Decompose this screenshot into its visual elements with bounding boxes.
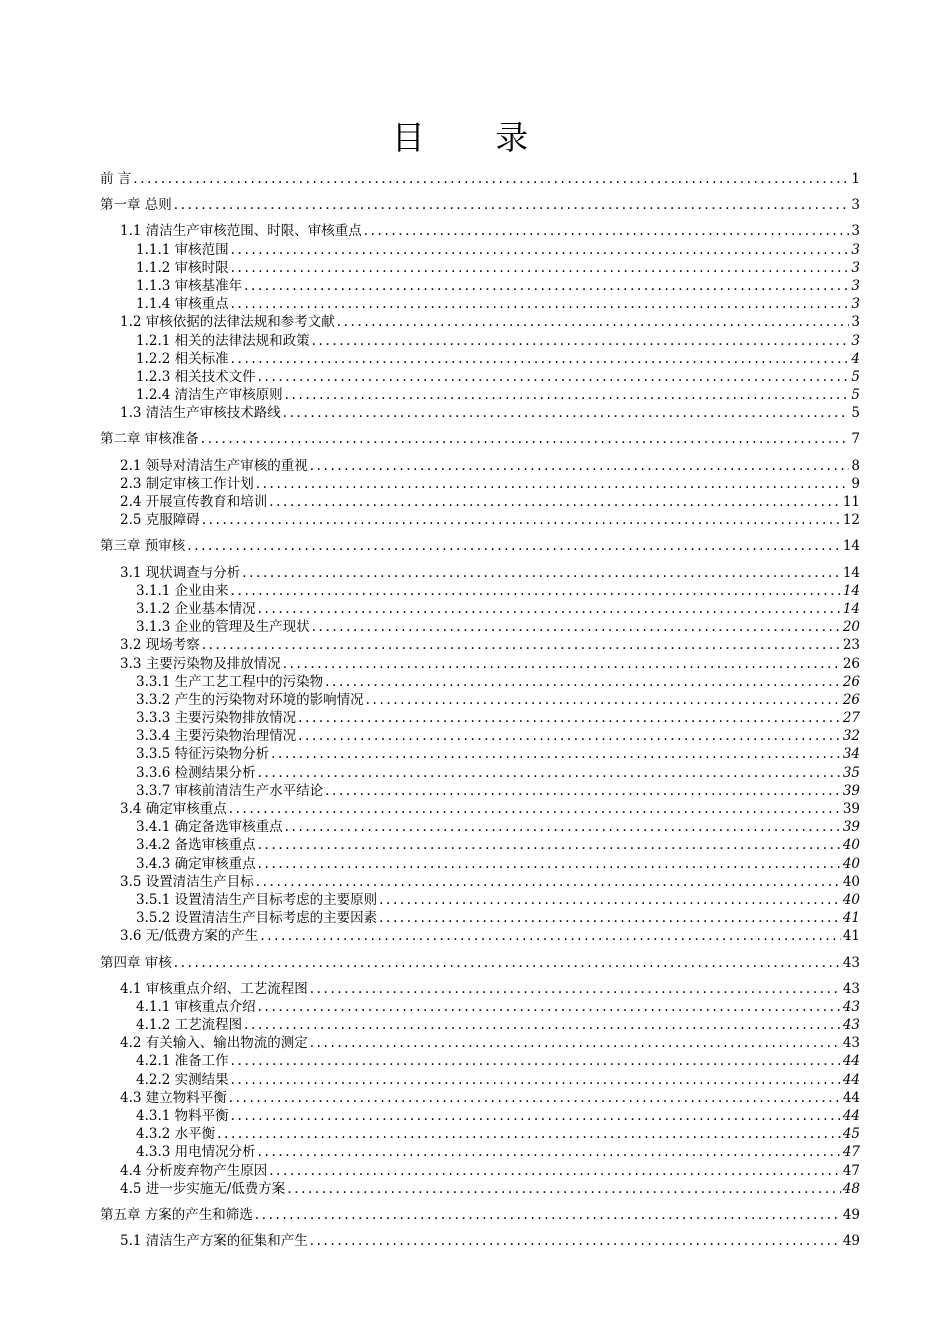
toc-entry[interactable] xyxy=(100,782,860,800)
toc-entry-page: 26 xyxy=(842,655,860,672)
toc-entry-title: 3.3.4 主要污染物治理情况 xyxy=(136,728,297,745)
toc-entry-title: 3.6 无/低费方案的产生 xyxy=(120,928,259,945)
toc-entry-page: 3 xyxy=(851,241,860,258)
toc-entry-title: 4.2.2 实测结果 xyxy=(136,1071,229,1088)
toc-entry[interactable] xyxy=(100,277,860,295)
dot-leader xyxy=(256,475,850,493)
toc-entry-page: 14 xyxy=(842,600,860,617)
toc-entry[interactable] xyxy=(100,709,860,727)
toc-entry[interactable] xyxy=(100,764,860,782)
toc-entry[interactable] xyxy=(100,727,860,745)
toc-entry[interactable] xyxy=(100,386,860,404)
toc-entry-page: 47 xyxy=(842,1162,860,1179)
dot-leader xyxy=(258,998,841,1016)
dot-leader xyxy=(174,196,850,214)
toc-entry-title: 3.4.3 确定审核重点 xyxy=(136,855,256,872)
dot-leader xyxy=(283,655,841,673)
toc-entry[interactable] xyxy=(100,511,860,529)
toc-entry-title: 3.3.2 产生的污染物对环境的影响情况 xyxy=(136,691,364,708)
toc-entry[interactable] xyxy=(100,368,860,386)
toc-entry[interactable] xyxy=(100,998,860,1016)
toc-entry-page: 44 xyxy=(842,1108,860,1124)
dot-leader xyxy=(312,332,850,350)
toc-entry-title: 3.5.2 设置清洁生产目标考虑的主要因素 xyxy=(136,910,378,927)
toc-entry-title: 4.3.1 物料平衡 xyxy=(136,1108,229,1124)
dot-leader xyxy=(325,673,841,691)
toc-entry-page: 43 xyxy=(842,998,860,1015)
dot-leader xyxy=(256,873,841,891)
toc-entry-page: 5 xyxy=(851,368,860,385)
toc-entry-page: 49 xyxy=(842,1206,860,1223)
dot-leader xyxy=(260,927,841,945)
toc-entry[interactable] xyxy=(100,1089,860,1107)
toc-entry-page: 3 xyxy=(851,197,860,214)
toc-entry-page: 39 xyxy=(842,801,860,817)
toc-entry[interactable] xyxy=(100,891,860,909)
toc-entry-page: 12 xyxy=(842,512,860,529)
dot-leader xyxy=(312,618,841,636)
dot-leader xyxy=(258,836,841,854)
toc-entry-title: 前 言 xyxy=(100,171,132,187)
toc-entry-page: 14 xyxy=(842,582,860,599)
dot-leader xyxy=(379,891,841,909)
toc-entry-title: 3.3.1 生产工艺工程中的污染物 xyxy=(136,673,324,690)
dot-leader xyxy=(187,537,841,555)
toc-entry[interactable] xyxy=(100,404,860,422)
dot-leader xyxy=(285,386,850,404)
toc-entry-page: 26 xyxy=(842,673,860,690)
dot-leader xyxy=(231,1071,841,1089)
toc-entry[interactable] xyxy=(100,1143,860,1161)
dot-leader xyxy=(258,368,850,386)
dot-leader xyxy=(231,241,850,259)
toc-entry-page: 3 xyxy=(851,259,860,276)
toc-entry-page: 44 xyxy=(842,1071,860,1088)
toc-entry-page: 14 xyxy=(842,564,860,581)
dot-leader xyxy=(231,350,850,368)
toc-entry-page: 43 xyxy=(842,980,860,997)
toc-entry-page: 39 xyxy=(842,819,860,836)
dot-leader xyxy=(174,954,841,972)
toc-entry-title: 4.3.3 用电情况分析 xyxy=(136,1144,256,1161)
toc-entry-page: 43 xyxy=(842,1035,860,1052)
toc-entry[interactable] xyxy=(100,475,860,493)
toc-entry-page: 3 xyxy=(851,314,860,331)
dot-leader xyxy=(271,745,841,763)
toc-entry-title: 3.3.7 审核前清洁生产水平结论 xyxy=(136,782,324,799)
toc-entry-page: 7 xyxy=(851,431,860,448)
toc-entry[interactable] xyxy=(100,855,860,873)
dot-leader xyxy=(325,782,841,800)
toc-entry[interactable] xyxy=(100,800,860,818)
toc-entry-title: 1.2.4 清洁生产审核原则 xyxy=(136,387,283,404)
toc-entry-title: 1.2.1 相关的法律法规和政策 xyxy=(136,332,310,349)
toc-entry-title: 3.4.2 备选审核重点 xyxy=(136,837,256,854)
toc-entry-page: 45 xyxy=(842,1126,860,1143)
dot-leader xyxy=(133,170,849,188)
dot-leader xyxy=(231,1052,841,1070)
toc-entry[interactable] xyxy=(100,295,860,313)
toc-entry[interactable] xyxy=(100,493,860,511)
toc-entry[interactable] xyxy=(100,980,860,998)
toc-entry-title: 2.5 克服障碍 xyxy=(120,512,200,529)
toc-entry-title: 3.3 主要污染物及排放情况 xyxy=(120,655,281,672)
toc-entry-page: 3 xyxy=(851,332,860,349)
dot-leader xyxy=(310,980,841,998)
toc-entry[interactable] xyxy=(100,618,860,636)
toc-entry[interactable] xyxy=(100,1016,860,1034)
toc-entry-title: 3.4.1 确定备选审核重点 xyxy=(136,819,283,836)
toc-entry-page: 40 xyxy=(842,873,860,890)
toc-entry-title: 3.3.3 主要污染物排放情况 xyxy=(136,710,297,727)
dot-leader xyxy=(229,1089,841,1107)
dot-leader xyxy=(285,818,841,836)
toc-entry[interactable] xyxy=(100,582,860,600)
toc-entry-page: 4 xyxy=(851,350,860,367)
toc-entry[interactable] xyxy=(100,564,860,582)
toc-entry-page: 5 xyxy=(851,387,860,404)
toc-entry-title: 4.3.2 水平衡 xyxy=(136,1126,216,1143)
dot-leader xyxy=(287,1180,841,1198)
toc-entry-page: 3 xyxy=(851,277,860,294)
toc-entry-page: 27 xyxy=(842,710,860,727)
toc-entry-title: 2.1 领导对清洁生产审核的重视 xyxy=(120,457,308,474)
toc-entry-title: 3.3.6 检测结果分析 xyxy=(136,764,256,781)
toc-entry-title: 1.2 审核依据的法律法规和参考文献 xyxy=(120,314,335,331)
table-of-contents xyxy=(100,162,860,1250)
dot-leader xyxy=(231,259,850,277)
toc-entry-page: 23 xyxy=(842,637,860,654)
dot-leader xyxy=(201,430,850,448)
toc-entry[interactable] xyxy=(100,1206,860,1224)
toc-entry-title: 4.4 分析废弃物产生原因 xyxy=(120,1162,268,1179)
toc-entry-title: 4.1 审核重点介绍、工艺流程图 xyxy=(120,980,308,997)
toc-entry-page: 20 xyxy=(842,619,860,636)
toc-entry-title: 3.2 现场考察 xyxy=(120,637,200,654)
toc-entry[interactable] xyxy=(100,1162,860,1180)
toc-entry-title: 3.5 设置清洁生产目标 xyxy=(120,873,254,890)
toc-entry-page: 3 xyxy=(851,223,860,240)
toc-entry-title: 第一章 总则 xyxy=(100,197,172,214)
toc-entry-page: 44 xyxy=(842,1053,860,1070)
dot-leader xyxy=(298,709,841,727)
toc-entry[interactable] xyxy=(100,430,860,448)
toc-entry[interactable] xyxy=(100,1052,860,1070)
dot-leader xyxy=(258,1143,841,1161)
toc-entry-title: 2.3 制定审核工作计划 xyxy=(120,475,254,492)
toc-entry-title: 4.1.2 工艺流程图 xyxy=(136,1017,243,1034)
dot-leader xyxy=(244,1016,841,1034)
dot-leader xyxy=(298,727,841,745)
toc-entry-title: 3.1.2 企业基本情况 xyxy=(136,600,256,617)
toc-entry[interactable] xyxy=(100,636,860,654)
dot-leader xyxy=(202,636,841,654)
toc-entry-title: 1.1.2 审核时限 xyxy=(136,259,229,276)
toc-entry[interactable] xyxy=(100,1232,860,1250)
toc-entry[interactable] xyxy=(100,1125,860,1143)
toc-entry-page: 8 xyxy=(851,457,860,474)
toc-entry-title: 4.5 进一步实施无/低费方案 xyxy=(120,1180,286,1197)
toc-entry[interactable] xyxy=(100,313,860,331)
toc-entry-title: 2.4 开展宣传教育和培训 xyxy=(120,494,268,510)
toc-entry-title: 第三章 预审核 xyxy=(100,538,186,555)
toc-entry[interactable] xyxy=(100,673,860,691)
toc-entry-page: 44 xyxy=(842,1089,860,1106)
toc-entry[interactable] xyxy=(100,170,860,188)
toc-entry[interactable] xyxy=(100,873,860,891)
dot-leader xyxy=(269,1162,841,1180)
page-title: 目 录 xyxy=(391,118,559,157)
toc-entry-title: 3.1 现状调查与分析 xyxy=(120,564,241,581)
dot-leader xyxy=(337,313,850,331)
toc-entry-title: 3.1.3 企业的管理及生产现状 xyxy=(136,619,310,636)
dot-leader xyxy=(283,404,850,422)
toc-entry-title: 4.1.1 审核重点介绍 xyxy=(136,998,256,1015)
toc-entry-title: 4.3 建立物料平衡 xyxy=(120,1089,227,1106)
dot-leader xyxy=(258,764,841,782)
toc-entry-title: 第四章 审核 xyxy=(100,954,172,971)
toc-entry-page: 40 xyxy=(842,837,860,854)
dot-leader xyxy=(258,855,841,873)
toc-entry-title: 4.2.1 准备工作 xyxy=(136,1053,229,1070)
toc-entry-page: 14 xyxy=(842,538,860,555)
dot-leader xyxy=(231,1107,841,1125)
toc-entry-title: 第二章 审核准备 xyxy=(100,431,199,448)
toc-entry-page: 32 xyxy=(842,728,860,745)
toc-entry[interactable] xyxy=(100,745,860,763)
toc-entry[interactable] xyxy=(100,1180,860,1198)
dot-leader xyxy=(202,511,841,529)
toc-entry-title: 1.2.3 相关技术文件 xyxy=(136,368,256,385)
toc-entry[interactable] xyxy=(100,818,860,836)
toc-entry-page: 48 xyxy=(842,1180,860,1197)
dot-leader xyxy=(231,582,841,600)
toc-entry[interactable] xyxy=(100,691,860,709)
toc-entry-page: 34 xyxy=(842,746,860,763)
toc-entry-title: 1.3 清洁生产审核技术路线 xyxy=(120,405,281,422)
toc-entry-title: 3.3.5 特征污染物分析 xyxy=(136,746,270,763)
dot-leader xyxy=(231,295,850,313)
toc-entry-page: 41 xyxy=(842,910,860,927)
dot-leader xyxy=(310,1232,841,1250)
toc-entry-title: 1.1.4 审核重点 xyxy=(136,296,229,313)
toc-entry-page: 40 xyxy=(842,891,860,908)
toc-entry[interactable] xyxy=(100,222,860,240)
toc-entry-page: 49 xyxy=(842,1233,860,1250)
toc-entry-title: 5.1 清洁生产方案的征集和产生 xyxy=(120,1233,308,1250)
toc-entry-page: 43 xyxy=(842,954,860,971)
toc-entry[interactable] xyxy=(100,457,860,475)
toc-entry[interactable] xyxy=(100,332,860,350)
dot-leader xyxy=(217,1125,841,1143)
toc-entry-page: 5 xyxy=(851,405,860,422)
toc-entry-page: 3 xyxy=(851,296,860,313)
dot-leader xyxy=(269,493,841,511)
toc-entry[interactable] xyxy=(100,537,860,555)
toc-entry[interactable] xyxy=(100,927,860,945)
toc-entry-title: 3.1.1 企业由来 xyxy=(136,582,229,599)
dot-leader xyxy=(242,564,841,582)
toc-entry[interactable] xyxy=(100,1071,860,1089)
toc-entry-title: 1.1.3 审核基准年 xyxy=(136,277,243,294)
dot-leader xyxy=(366,691,841,709)
dot-leader xyxy=(310,1034,841,1052)
toc-entry-title: 4.2 有关输入、输出物流的测定 xyxy=(120,1035,308,1052)
toc-entry[interactable] xyxy=(100,600,860,618)
toc-entry[interactable] xyxy=(100,909,860,927)
toc-entry-page: 43 xyxy=(842,1017,860,1034)
toc-entry-title: 3.4 确定审核重点 xyxy=(120,801,227,817)
toc-entry[interactable] xyxy=(100,655,860,673)
dot-leader xyxy=(364,222,850,240)
toc-entry-title: 1.1 清洁生产审核范围、时限、审核重点 xyxy=(120,223,362,240)
toc-entry-page: 41 xyxy=(842,928,860,945)
toc-entry-page: 11 xyxy=(842,494,860,510)
toc-entry-page: 40 xyxy=(842,855,860,872)
toc-entry[interactable] xyxy=(100,259,860,277)
toc-entry-page: 47 xyxy=(842,1144,860,1161)
toc-entry-page: 1 xyxy=(851,171,860,187)
dot-leader xyxy=(244,277,849,295)
dot-leader xyxy=(258,600,841,618)
toc-entry-title: 1.2.2 相关标准 xyxy=(136,350,229,367)
toc-entry-title: 1.1.1 审核范围 xyxy=(136,241,229,258)
toc-entry-page: 39 xyxy=(842,782,860,799)
toc-entry[interactable] xyxy=(100,196,860,214)
dot-leader xyxy=(255,1206,841,1224)
toc-entry[interactable] xyxy=(100,1034,860,1052)
toc-entry-title: 3.5.1 设置清洁生产目标考虑的主要原则 xyxy=(136,891,378,908)
toc-entry-page: 35 xyxy=(842,764,860,781)
toc-entry[interactable] xyxy=(100,954,860,972)
toc-entry[interactable] xyxy=(100,1107,860,1125)
toc-entry-page: 9 xyxy=(851,475,860,492)
toc-entry-title: 第五章 方案的产生和筛选 xyxy=(100,1206,253,1223)
toc-entry[interactable] xyxy=(100,241,860,259)
toc-entry[interactable] xyxy=(100,836,860,854)
dot-leader xyxy=(310,457,850,475)
dot-leader xyxy=(229,800,841,818)
toc-entry-page: 26 xyxy=(842,691,860,708)
toc-entry[interactable] xyxy=(100,350,860,368)
dot-leader xyxy=(379,909,841,927)
